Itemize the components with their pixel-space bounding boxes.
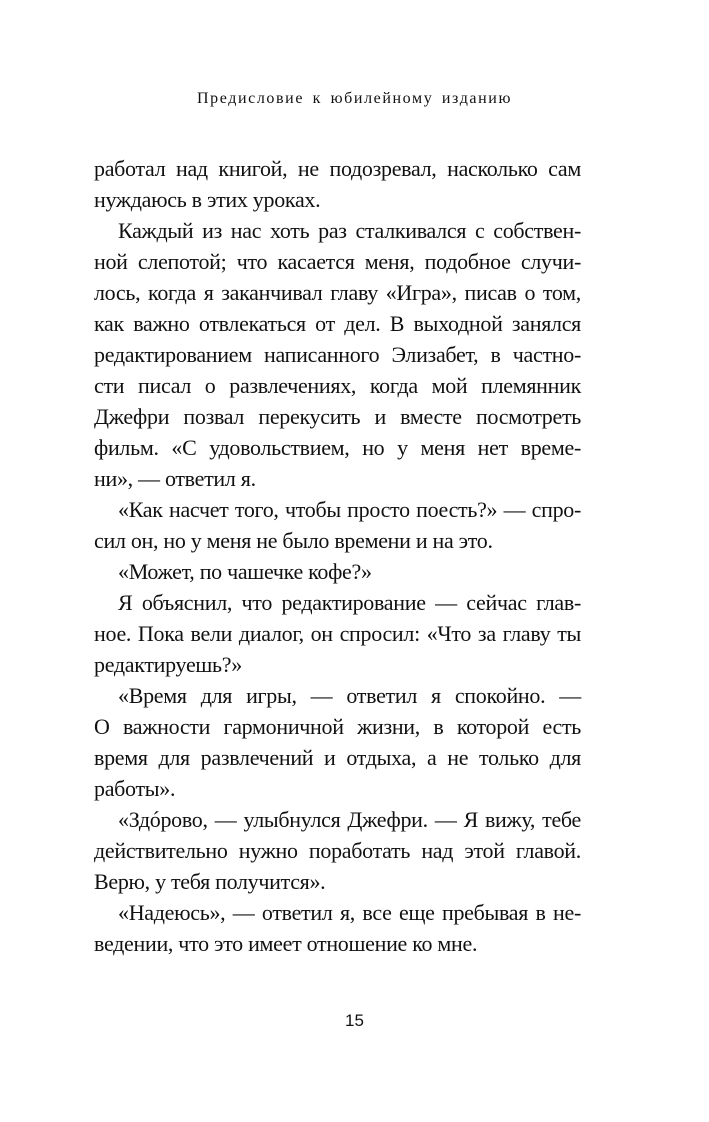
text-line: ведении, что это имеет отношение ко мне.	[94, 931, 478, 956]
text-line: как важно отвлекаться от дел. В выходной занялся	[94, 311, 581, 336]
text-line: Каждый из нас хоть раз сталкивался с собствен-	[118, 218, 581, 243]
running-header: Предисловие к юбилейному изданию	[196, 90, 513, 107]
text-line: Верю, у тебя получится».	[94, 869, 326, 894]
text-line: «Как насчет того, чтобы просто поесть?» — спро-	[118, 497, 581, 522]
text-line: работал над книгой, не подозревал, насколько сам	[94, 156, 581, 181]
text-line: сил он, но у меня не было времени и на это.	[94, 528, 493, 553]
text-line: Джефри позвал перекусить и вместе посмотреть	[94, 404, 581, 429]
text-line: «Время для игры, — ответил я спокойно. —	[118, 683, 581, 708]
text-line: лось, когда я заканчивал главу «Игра», писав о том,	[94, 280, 581, 305]
body-text	[94, 153, 581, 959]
text-line: редактируешь?»	[94, 652, 242, 677]
text-line: ной слепотой; что касается меня, подобное случи-	[94, 249, 581, 274]
text-line: сти писал о развлечениях, когда мой племянник	[94, 373, 581, 398]
page-number: 15	[345, 1011, 364, 1030]
text-line: Я объяснил, что редактирование — сейчас глав-	[118, 590, 581, 615]
text-line: нуждаюсь в этих уроках.	[94, 187, 321, 212]
text-line: действительно нужно поработать над этой главой.	[94, 838, 581, 863]
text-line: ни», — ответил я.	[94, 466, 256, 491]
text-line: время для развлечений и отдыха, а не только для	[94, 745, 581, 770]
text-line: работы».	[94, 776, 176, 801]
text-line: фильм. «С удовольствием, но у меня нет време-	[94, 435, 581, 460]
text-line: О важности гармоничной жизни, в которой есть	[94, 714, 581, 739]
text-line: «Может, по чашечке кофе?»	[118, 559, 372, 584]
text-line: «Надеюсь», — ответил я, все еще пребывая в не-	[118, 900, 581, 925]
text-line: редактированием написанного Элизабет, в частно-	[94, 342, 581, 367]
text-line: «Здóрово, — улыбнулся Джефри. — Я вижу, тебе	[118, 807, 581, 832]
text-line: ное. Пока вели диалог, он спросил: «Что за главу ты	[94, 621, 581, 646]
